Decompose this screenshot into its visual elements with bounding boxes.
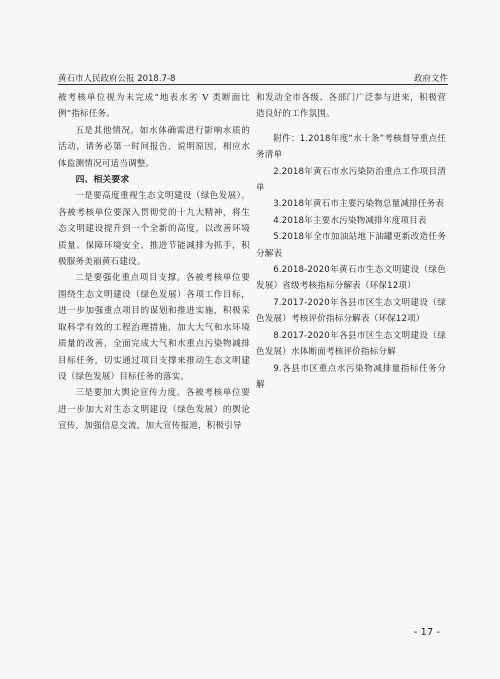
attachment-item: 8.2017-2020年各县市区生态文明建设（绿色发展）水体断面考核评价指标分解	[256, 330, 446, 358]
attachment-item: 4.2018年主要水污染物减排年度项目表	[273, 215, 427, 226]
paragraph: 和发动全市各级、各部门广泛参与进来，积极营造良好的工作氛围。	[256, 93, 446, 120]
paragraph: 三是要加大舆论宣传力度。各被考核单位要进一步加大对生态文明建设（绿色发展）的舆论宣传，加强信息交流，加大宣传报道，积极引导	[58, 388, 250, 432]
header-publication-title: 黄石市人民政府公报 2018.7-8	[58, 74, 176, 84]
page-header	[58, 68, 448, 84]
left-column	[58, 90, 250, 435]
right-column	[256, 90, 446, 393]
paragraph: 二是要强化重点项目支撑。各被考核单位要围绕生态文明建设（绿色发展）各项工作目标，进一步加强重点项目的谋划和推进实施，积极采取科学有效的工程治理措施，加大大气和水环境质量的改善，全面完成大气和水重点污染物减排目标任务，切实通过项目支撑来推动生态文明建设（绿色发展）目标任务的落实。	[58, 273, 250, 382]
attachment-label: 附件：	[273, 133, 300, 144]
header-divider	[58, 84, 448, 85]
attachment-item: 3.2018年黄石市主要污染物总量减排任务表	[273, 199, 445, 210]
paragraph: 被考核单位视为未完成“地表水劣 V 类断面比例”指标任务。	[58, 93, 250, 120]
attachment-item	[256, 131, 446, 164]
attachment-item: 2.2018年黄石市水污染防治重点工作项目清单	[256, 166, 446, 194]
paragraph: 一是要高度重视生态文明建设（绿色发展）。各被考核单位要深入贯彻党的十九大精神，将生态文明建设提升到一个全新的高度，以改善环境质量、保障环境安全、推进节能减排为抓手，积极服务美丽黄石建设。	[58, 191, 250, 268]
attachment-item: 5.2018年全市加油站地下油罐更新改造任务分解表	[256, 232, 446, 259]
header-section-name: 政府文件	[413, 74, 448, 84]
attachment-item: 7.2017-2020年各县市区生态文明建设（绿色发展）考核评价指标分解表（环保12项）	[256, 297, 446, 325]
section-heading: 四、相关要求	[75, 175, 130, 186]
attachment-item: 6.2018-2020年黄石市生态文明建设（绿色发展）省级考核指标分解表（环保12项）	[256, 265, 446, 292]
paragraph: 五是其他情况。如水体确需进行影响水质的活动，请务必第一时间报告，说明原因，相应水体监测情况可适当调整。	[58, 125, 250, 169]
attachment-text: 1.2018年度“水十条”考核督导重点任务清单	[256, 133, 446, 161]
attachment-item: 9.各县市区重点水污染物减排量指标任务分解	[256, 363, 446, 390]
page-number: - 17 -	[413, 627, 440, 638]
